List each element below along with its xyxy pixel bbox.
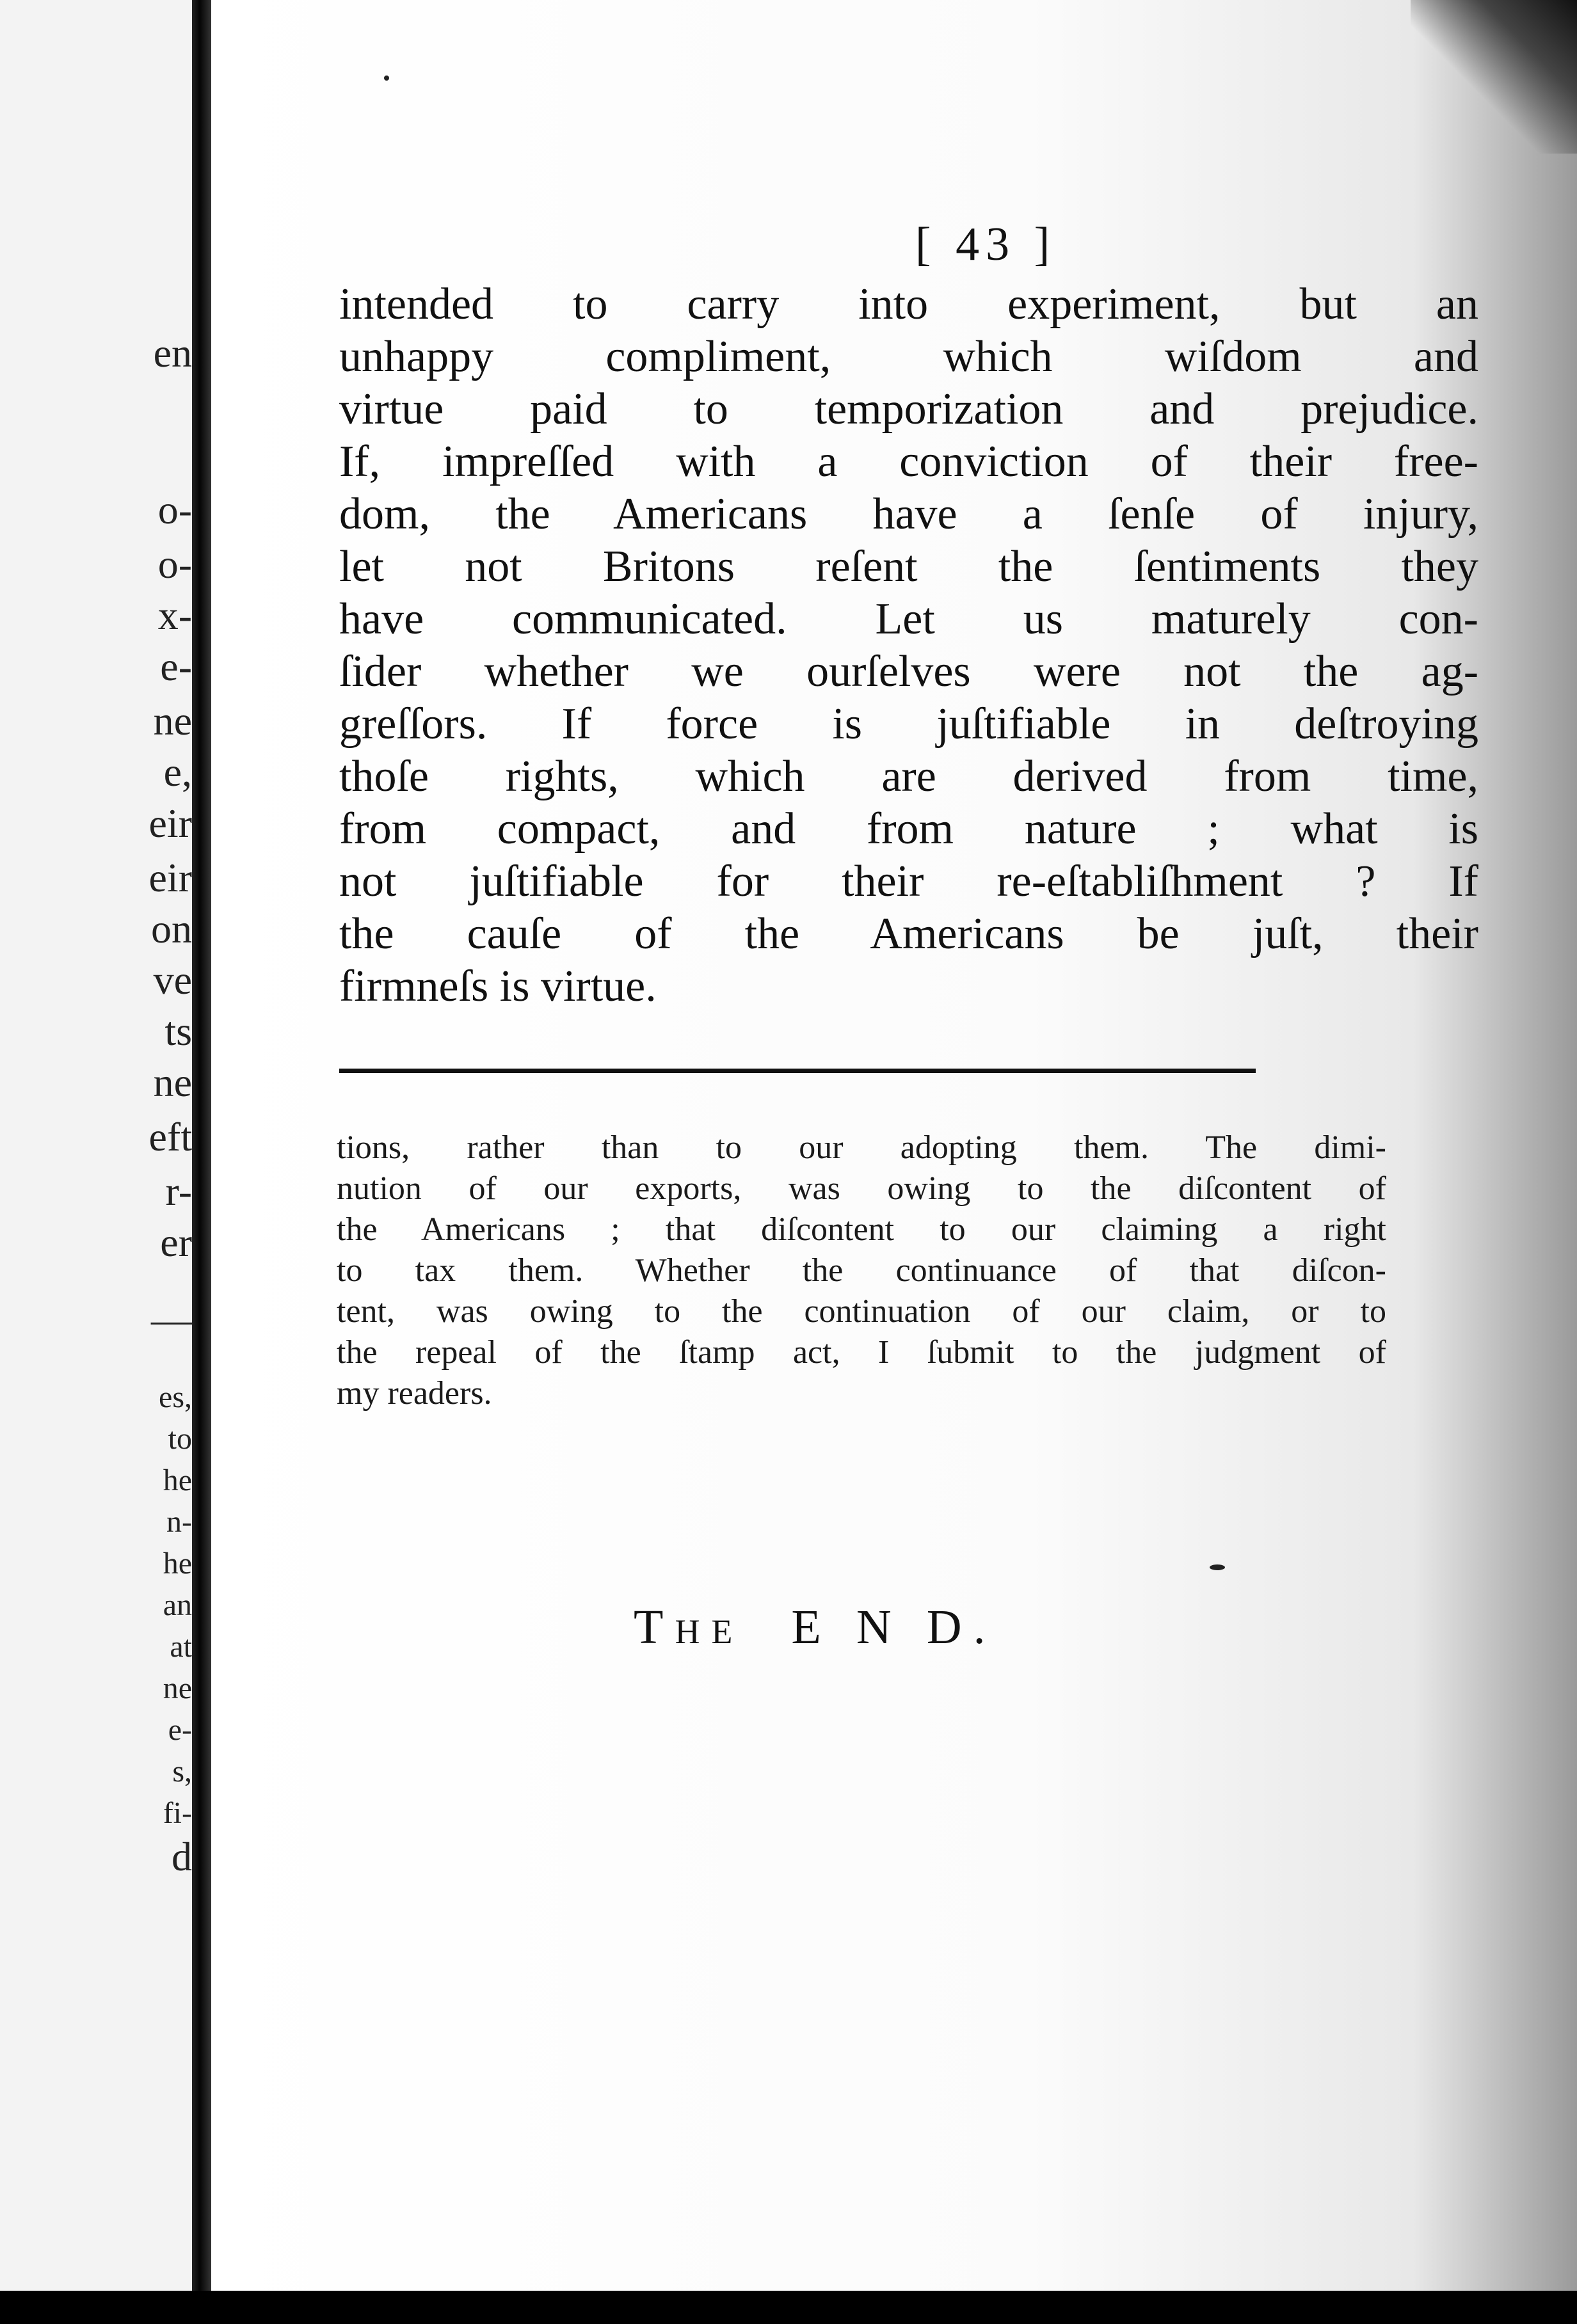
left-facing-page bbox=[0, 0, 192, 2291]
left-page-fragment: he bbox=[163, 1463, 192, 1497]
body-line: have communicated. Let us maturely con- bbox=[339, 594, 1478, 644]
body-line: from compact, and from nature ; what is bbox=[339, 804, 1478, 854]
footnote-line: tions, rather than to our adopting them. The dimi- bbox=[337, 1129, 1386, 1166]
ink-speck bbox=[384, 76, 389, 81]
footnote-line: tent, was owing to the continuation of our claim, or to bbox=[337, 1293, 1386, 1330]
page-number: [ 43 ] bbox=[915, 218, 1057, 271]
body-line: unhappy compliment, which wiſdom and bbox=[339, 332, 1478, 381]
left-page-fragment: at bbox=[170, 1630, 192, 1664]
left-page-fragment: en bbox=[153, 330, 192, 376]
left-page-fragment: e- bbox=[160, 644, 192, 689]
left-page-fragment: ve bbox=[153, 957, 192, 1003]
left-page-fragment: n- bbox=[166, 1505, 192, 1539]
left-page-fragment: ne bbox=[163, 1671, 192, 1705]
left-page-fragment: d bbox=[172, 1834, 192, 1879]
ink-speck bbox=[1210, 1564, 1225, 1570]
the-end-word: E N D. bbox=[791, 1600, 997, 1654]
left-page-fragment: an bbox=[163, 1588, 192, 1622]
footnote-separator-rule bbox=[339, 1069, 1256, 1073]
left-page-fragment: eir bbox=[148, 855, 192, 900]
body-text bbox=[339, 278, 1478, 1013]
left-page-fragment: o- bbox=[157, 487, 192, 532]
body-line: intended to carry into experiment, but an bbox=[339, 280, 1478, 329]
footnote-line: the Americans ; that diſcontent to our claiming a right bbox=[337, 1211, 1386, 1248]
left-page-fragment: to bbox=[168, 1422, 192, 1456]
body-line: the cauſe of the Americans be juſt, their bbox=[339, 909, 1478, 959]
left-page-fragment: e, bbox=[163, 749, 192, 795]
main-page bbox=[211, 0, 1577, 2291]
left-page-fragment: s, bbox=[172, 1755, 192, 1788]
body-line: If, impreſſed with a conviction of their free- bbox=[339, 437, 1478, 486]
left-page-fragment: es, bbox=[159, 1380, 192, 1414]
footnote-text bbox=[337, 1127, 1386, 1414]
footnote-line: the repeal of the ſtamp act, I ſubmit to the judgment of bbox=[337, 1334, 1386, 1371]
the-end-colophon bbox=[634, 1600, 997, 1655]
left-page-fragment: o- bbox=[157, 541, 192, 587]
footnote-line: to tax them. Whether the continuance of that diſcon- bbox=[337, 1252, 1386, 1289]
scan-border-bottom bbox=[0, 2291, 1577, 2324]
body-line: firmneſs is virtue. bbox=[339, 962, 657, 1011]
the-end-initial: T bbox=[634, 1600, 675, 1654]
footnote-line: my readers. bbox=[337, 1375, 492, 1412]
page-corner-shadow bbox=[1411, 0, 1577, 154]
footnote-line: nution of our exports, was owing to the diſcontent of bbox=[337, 1170, 1386, 1207]
left-page-fragment: er bbox=[160, 1220, 192, 1265]
body-line: dom, the Americans have a ſenſe of injury, bbox=[339, 489, 1478, 539]
body-line: greſſors. If force is juſtifiable in deſtroying bbox=[339, 699, 1478, 749]
left-page-fragment: eir bbox=[148, 800, 192, 846]
left-page-fragment: ne bbox=[153, 1060, 192, 1105]
body-line: ſider whether we ourſelves were not the ag- bbox=[339, 647, 1478, 696]
left-page-fragment: fi- bbox=[163, 1796, 192, 1830]
body-line: thoſe rights, which are derived from time, bbox=[339, 752, 1478, 801]
left-page-fragment: — bbox=[151, 1296, 192, 1342]
left-page-fragment: x- bbox=[157, 593, 192, 638]
body-line: virtue paid to temporization and prejudice. bbox=[339, 385, 1478, 434]
left-page-fragment: ne bbox=[153, 698, 192, 744]
left-page-fragment: e- bbox=[168, 1713, 192, 1747]
body-line: not juſtifiable for their re-eſtabliſhment ? If bbox=[339, 857, 1478, 906]
left-page-fragment: eft bbox=[148, 1114, 192, 1159]
book-gutter bbox=[192, 0, 211, 2291]
the-end-smallcaps: HE bbox=[675, 1612, 744, 1651]
body-line: let not Britons reſent the ſentiments they bbox=[339, 542, 1478, 591]
left-page-fragment: on bbox=[151, 906, 192, 951]
left-page-fragment: he bbox=[163, 1547, 192, 1580]
left-page-fragment: ts bbox=[164, 1008, 192, 1054]
left-page-fragment: r- bbox=[165, 1168, 192, 1214]
